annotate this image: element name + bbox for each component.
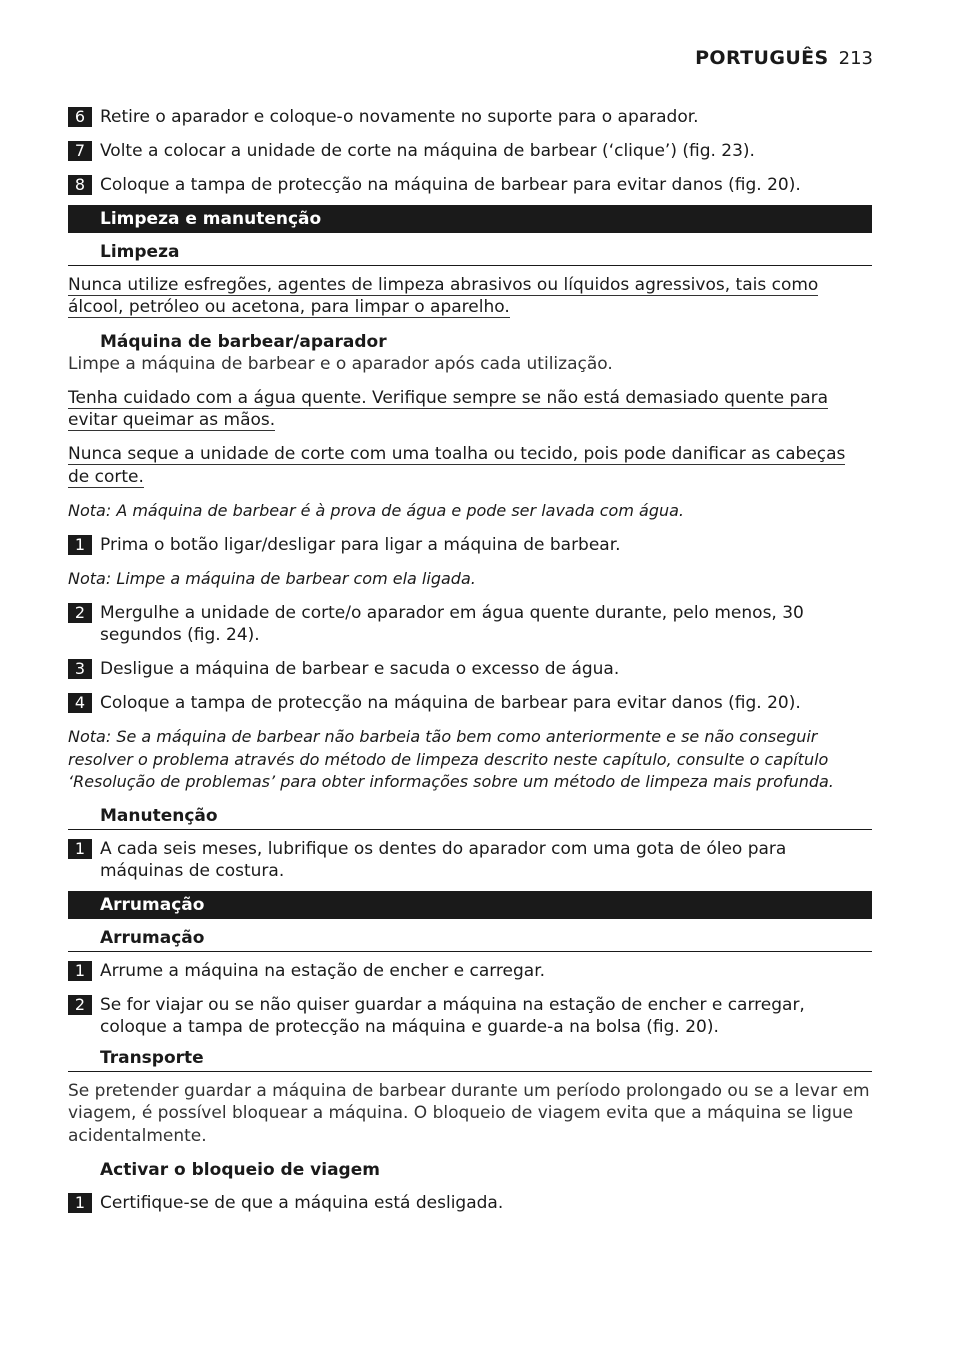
step-item <box>68 838 872 883</box>
step-item <box>68 174 872 197</box>
step-number: 1 <box>68 535 92 555</box>
step-text: A cada seis meses, lubrifique os dentes do aparador com uma gota de óleo para máquinas de costura. <box>100 838 787 881</box>
warning-text: Nunca seque a unidade de corte com uma toalha ou tecido, pois pode danificar as cabeças de corte. <box>68 444 846 487</box>
page-content <box>68 106 872 1215</box>
subheading-arrumacao: Arrumação <box>68 927 872 952</box>
step-text: Coloque a tampa de protecção na máquina de barbear para evitar danos (fig. 20). <box>100 175 801 195</box>
section-heading-limpeza-manutencao: Limpeza e manutenção <box>68 205 872 233</box>
step-text: Volte a colocar a unidade de corte na máquina de barbear (‘clique’) (fig. 23). <box>100 141 755 161</box>
step-item <box>68 658 872 681</box>
step-text: Coloque a tampa de protecção na máquina de barbear para evitar danos (fig. 20). <box>100 693 801 713</box>
step-text: Arrume a máquina na estação de encher e carregar. <box>100 960 546 981</box>
step-text: Prima o botão ligar/desligar para ligar a máquina de barbear. <box>100 534 621 555</box>
subheading-manutencao: Manutenção <box>68 805 872 830</box>
step-item <box>68 692 872 715</box>
page-header <box>695 47 873 69</box>
step-text: Desligue a máquina de barbear e sacuda o excesso de água. <box>100 659 620 679</box>
step-number: 2 <box>68 995 92 1015</box>
step-item <box>68 960 872 983</box>
step-number: 1 <box>68 1193 92 1213</box>
step-item <box>68 994 872 1039</box>
step-text: Certifique-se de que a máquina está desligada. <box>100 1193 504 1213</box>
step-text: Retire o aparador e coloque-o novamente no suporte para o aparador. <box>100 107 699 127</box>
section-heading-arrumacao: Arrumação <box>68 891 872 919</box>
step-item <box>68 602 872 647</box>
note-text: Nota: A máquina de barbear é à prova de água e pode ser lavada com água. <box>68 500 685 520</box>
step-number: 3 <box>68 659 92 679</box>
page-number: 213 <box>838 48 873 69</box>
step-number: 1 <box>68 839 92 859</box>
step-number: 6 <box>68 107 92 127</box>
language-label: PORTUGUÊS <box>695 47 829 69</box>
step-text: Mergulhe a unidade de corte/o aparador em água quente durante, pelo menos, 30 segundos (fig. 24). <box>100 602 804 645</box>
step-number: 1 <box>68 961 92 981</box>
step-text: Se for viajar ou se não quiser guardar a máquina na estação de encher e carregar, coloque a tampa de protecção na máquina e guarde-a na bolsa (fig. 20). <box>100 994 805 1037</box>
step-item <box>68 1192 872 1215</box>
paragraph-text: Limpe a máquina de barbear e o aparador após cada utilização. <box>68 353 613 374</box>
note-text: Nota: Se a máquina de barbear não barbeia tão bem como anteriormente e se não conseguir resolver o problema através do método de limpeza descrito neste capítulo, consulte o capítulo ‘Resolução de problemas’ para obter informações sobre um método de limpeza mais profunda. <box>68 727 834 791</box>
step-item <box>68 140 872 163</box>
step-number: 4 <box>68 693 92 713</box>
step-item <box>68 534 872 557</box>
step-number: 2 <box>68 603 92 623</box>
step-number: 7 <box>68 141 92 161</box>
step-item <box>68 106 872 129</box>
step-number: 8 <box>68 175 92 195</box>
note-text: Nota: Limpe a máquina de barbear com ela ligada. <box>68 568 476 588</box>
subheading-bloqueio-viagem: Activar o bloqueio de viagem <box>100 1160 380 1180</box>
warning-text: Tenha cuidado com a água quente. Verifique sempre se não está demasiado quente para evitar queimar as mãos. <box>68 387 829 430</box>
subheading-transporte: Transporte <box>68 1047 872 1072</box>
subheading-limpeza: Limpeza <box>68 241 872 266</box>
subheading-maquina-aparador: Máquina de barbear/aparador <box>100 331 387 352</box>
paragraph-text: Se pretender guardar a máquina de barbear durante um período prolongado ou se a levar em viagem, é possível bloquear a máquina. O bloqueio de viagem evita que a máquina se ligue acidentalmente. <box>68 1080 870 1146</box>
warning-text: Nunca utilize esfregões, agentes de limpeza abrasivos ou líquidos agressivos, tais como álcool, petróleo ou acetona, para limpar o aparelho. <box>68 274 819 317</box>
